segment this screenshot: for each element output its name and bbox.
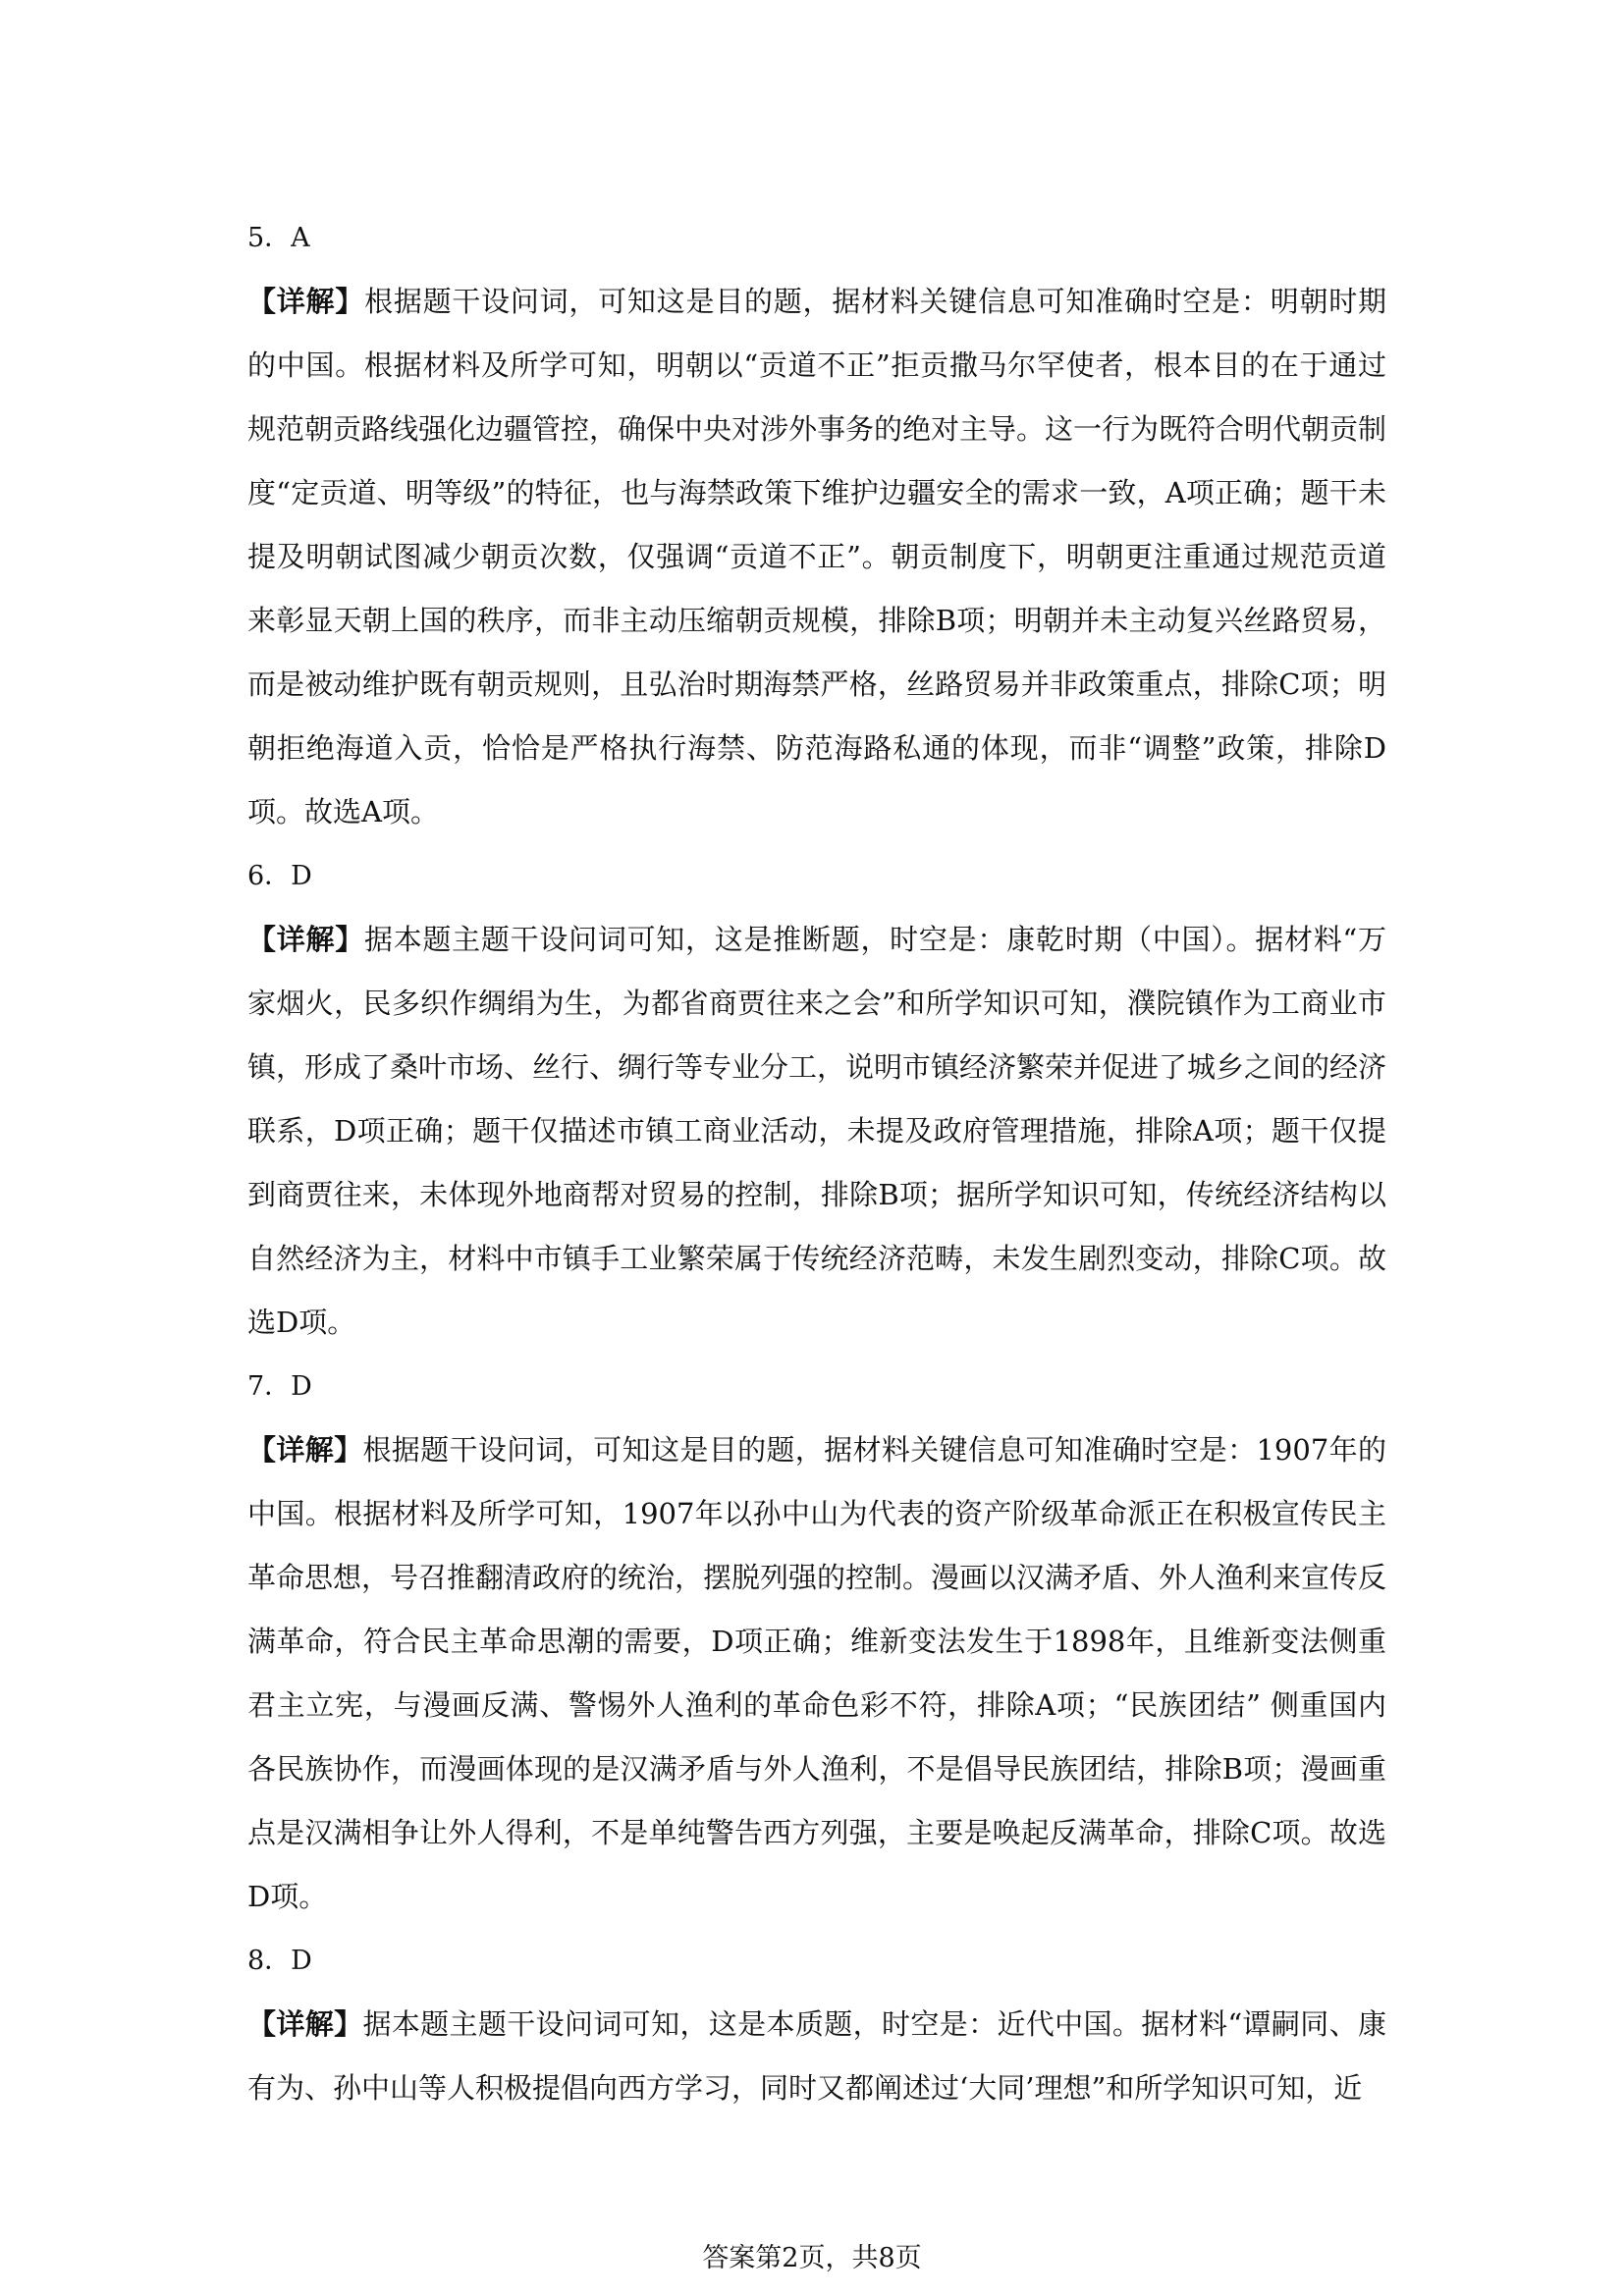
detail-tag: 【详解】: [247, 1433, 363, 1467]
explanation-8: [247, 1993, 1386, 2120]
explanation-7-text: 根据题干设问词，可知这是目的题，据材料关键信息可知准确时空是：1907年的中国。根据材料及所学可知，1907年以孙中山为代表的资产阶级革命派正在积极宣传民主革命思想，号召推翻清政府的统治，摆脱列强的控制。漫画以汉满矛盾、外人渔利来宣传反满革命，符合民主革命思潮的需要，D项正确；维新变法发生于1898年，且维新变法侧重君主立宪，与漫画反满、警惕外人渔利的革命色彩不符，排除A项；“民族团结” 侧重国内各民族协作，而漫画体现的是汉满矛盾与外人渔利，不是倡导民族团结，排除B项；漫画重点是汉满相争让外人得利，不是单纯警告西方列强，主要是唤起反满革命，排除C项。故选D项。: [247, 1433, 1387, 1913]
answer-8-label: 8．D: [247, 1946, 312, 1976]
answer-5-label: 5．A: [247, 223, 310, 253]
answer-7-label: 7．D: [247, 1371, 312, 1402]
detail-tag: 【详解】: [247, 285, 365, 318]
detail-tag: 【详解】: [247, 923, 364, 956]
answer-content: [247, 206, 1386, 2120]
explanation-6: [247, 908, 1386, 1355]
explanation-8-text: 据本题主题干设问词可知，这是本质题，时空是：近代中国。据材料“谭嗣同、康有为、孙中山等人积极提倡向西方学习，同时又都阐述过‘大同’理想”和所学知识可知，近: [247, 2007, 1386, 2105]
detail-tag: 【详解】: [247, 2007, 363, 2041]
answer-6-label: 6．D: [247, 861, 312, 891]
page-footer: 答案第2页，共8页: [702, 2243, 922, 2273]
explanation-5-text: 根据题干设问词，可知这是目的题，据材料关键信息可知准确时空是：明朝时期的中国。根据材料及所学可知，明朝以“贡道不正”拒贡撒马尔罕使者，根本目的在于通过规范朝贡路线强化边疆管控，确保中央对涉外事务的绝对主导。这一行为既符合明代朝贡制度“定贡道、明等级”的特征，也与海禁政策下维护边疆安全的需求一致，A项正确；题干未提及明朝试图减少朝贡次数，仅强调“贡道不正”。朝贡制度下，明朝更注重通过规范贡道来彰显天朝上国的秩序，而非主动压缩朝贡规模，排除B项；明朝并未主动复兴丝路贸易，而是被动维护既有朝贡规则，且弘治时期海禁严格，丝路贸易并非政策重点，排除C项；明朝拒绝海道入贡，恰恰是严格执行海禁、防范海路私通的体现，而非“调整”政策，排除D项。故选A项。: [247, 285, 1387, 828]
explanation-7: [247, 1418, 1386, 1929]
explanation-5: [247, 270, 1386, 844]
explanation-6-text: 据本题主题干设问词可知，这是推断题，时空是：康乾时期（中国）。据材料“万家烟火，民多织作绸绢为生，为都省商贾往来之会”和所学知识可知，濮院镇作为工商业市镇，形成了桑叶市场、丝行、绸行等专业分工，说明市镇经济繁荣并促进了城乡之间的经济联系，D项正确；题干仅描述市镇工商业活动，未提及政府管理措施，排除A项；题干仅提到商贾往来，未体现外地商帮对贸易的控制，排除B项；据所学知识可知，传统经济结构以自然经济为主，材料中市镇手工业繁荣属于传统经济范畴，未发生剧烈变动，排除C项。故选D项。: [247, 923, 1387, 1339]
